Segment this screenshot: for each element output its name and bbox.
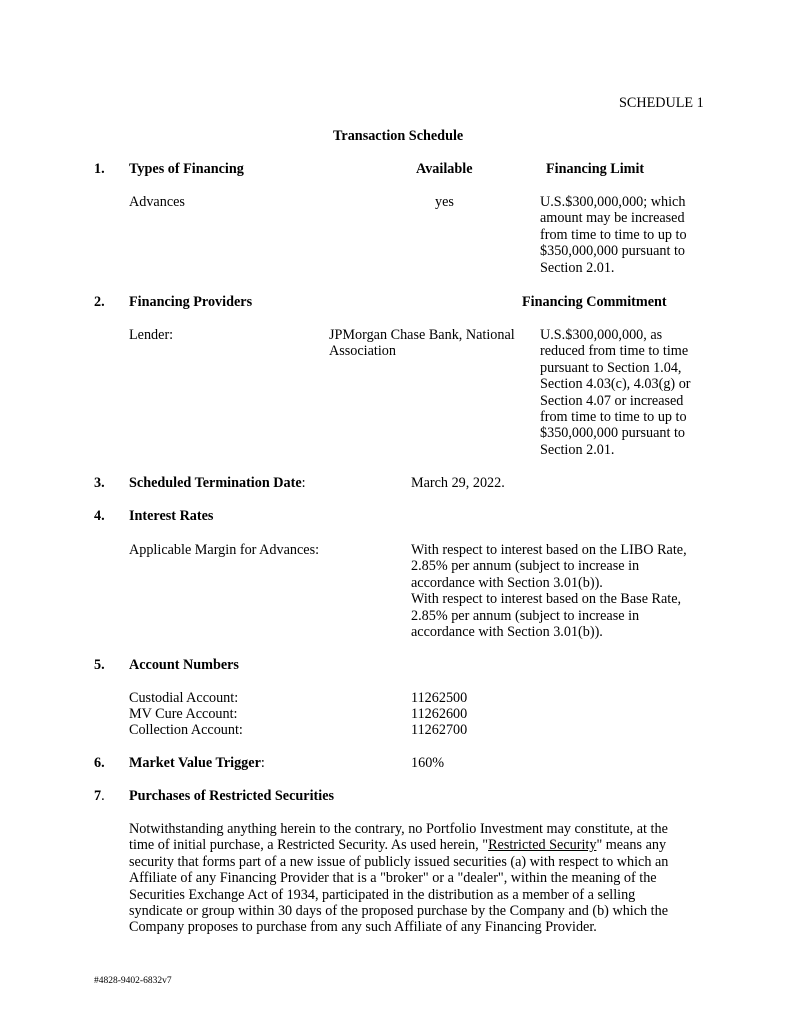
mv-cure-account-number: 11262600: [411, 706, 468, 722]
section-5-heading: Account Numbers: [129, 657, 239, 673]
section-1-heading: Types of Financing: [129, 161, 244, 177]
schedule-label: SCHEDULE 1: [619, 95, 704, 111]
advances-financing-limit: U.S.$300,000,000; which amount may be increased from time to time to up to $350,000,000 pursuant to Section 2.01.: [540, 194, 687, 276]
section-7-digit: 7: [94, 788, 102, 804]
section-6-number: 6.: [94, 755, 105, 771]
mv-cure-account-label: MV Cure Account:: [129, 706, 238, 722]
section-4-number: 4.: [94, 508, 105, 524]
applicable-margin-label: Applicable Margin for Advances:: [129, 542, 320, 558]
section-2-heading: Financing Providers: [129, 294, 253, 310]
column-header-available: Available: [416, 161, 473, 177]
collection-account-label: Collection Account:: [129, 722, 243, 738]
paragraph-part-2: " means any security that forms part of a new issue of publicly issued securities (a) with respect to which an Affiliate of any Financing Provider that is a "broker" or a "dealer", within the meaning of the Securities Exchange Act of 1934, participated in the distribution as a member of a selling syndicate or group within 30 days of the proposed purchase by the Company and (b) which the Company proposes to purchase from any such Affiliate of any Financing Provider.: [129, 837, 669, 936]
section-1-number: 1.: [94, 161, 105, 177]
column-header-financing-commitment: Financing Commitment: [522, 294, 667, 310]
column-header-financing-limit: Financing Limit: [546, 161, 645, 177]
restricted-security-term: Restricted Security: [488, 837, 597, 854]
lender-label: Lender:: [129, 327, 174, 343]
section-7-dot: .: [101, 788, 105, 804]
lender-name: JPMorgan Chase Bank, National Association: [329, 327, 515, 360]
termination-date-colon: :: [301, 475, 306, 491]
custodial-account-label: Custodial Account:: [129, 690, 239, 706]
section-7-heading: Purchases of Restricted Securities: [129, 788, 335, 804]
section-7-number: [94, 788, 105, 804]
collection-account-number: 11262700: [411, 722, 468, 738]
market-value-trigger-value: 160%: [411, 755, 445, 771]
market-value-trigger-colon: :: [260, 755, 265, 771]
lender-financing-commitment: U.S.$300,000,000, as reduced from time to time pursuant to Section 1.04, Section 4.03(c), 4.03(g) or Section 4.07 or increased from time to time to up to $350,000,000 pursuant to Section 2.01.: [540, 327, 691, 458]
section-3-number: 3.: [94, 475, 105, 491]
advances-label: Advances: [129, 194, 185, 210]
paragraph-part-1: Notwithstanding anything herein to the contrary, no Portfolio Investment may constitute, at the time of initial purchase, a Restricted Security. As used herein, ": [129, 821, 668, 854]
section-4-heading: Interest Rates: [129, 508, 214, 524]
termination-date-value: March 29, 2022.: [411, 475, 505, 491]
custodial-account-number: 11262500: [411, 690, 468, 706]
market-value-trigger-label: Market Value Trigger: [129, 755, 261, 771]
restricted-securities-paragraph: [129, 821, 769, 936]
applicable-margin-value: With respect to interest based on the LIBO Rate, 2.85% per annum (subject to increase in accordance with Section 3.01(b)). With respect to interest based on the Base Rate, 2.85% per annum (subject to increase in accordance with Section 3.01(b)).: [411, 542, 687, 641]
section-5-number: 5.: [94, 657, 105, 673]
section-2-number: 2.: [94, 294, 105, 310]
section-3-heading: [129, 475, 306, 491]
document-id-footer: #4828-9402-6832v7: [94, 976, 172, 986]
termination-date-label: Scheduled Termination Date: [129, 475, 302, 491]
section-6-heading: [129, 755, 265, 771]
advances-available: yes: [435, 194, 454, 210]
page-title: Transaction Schedule: [333, 128, 464, 144]
